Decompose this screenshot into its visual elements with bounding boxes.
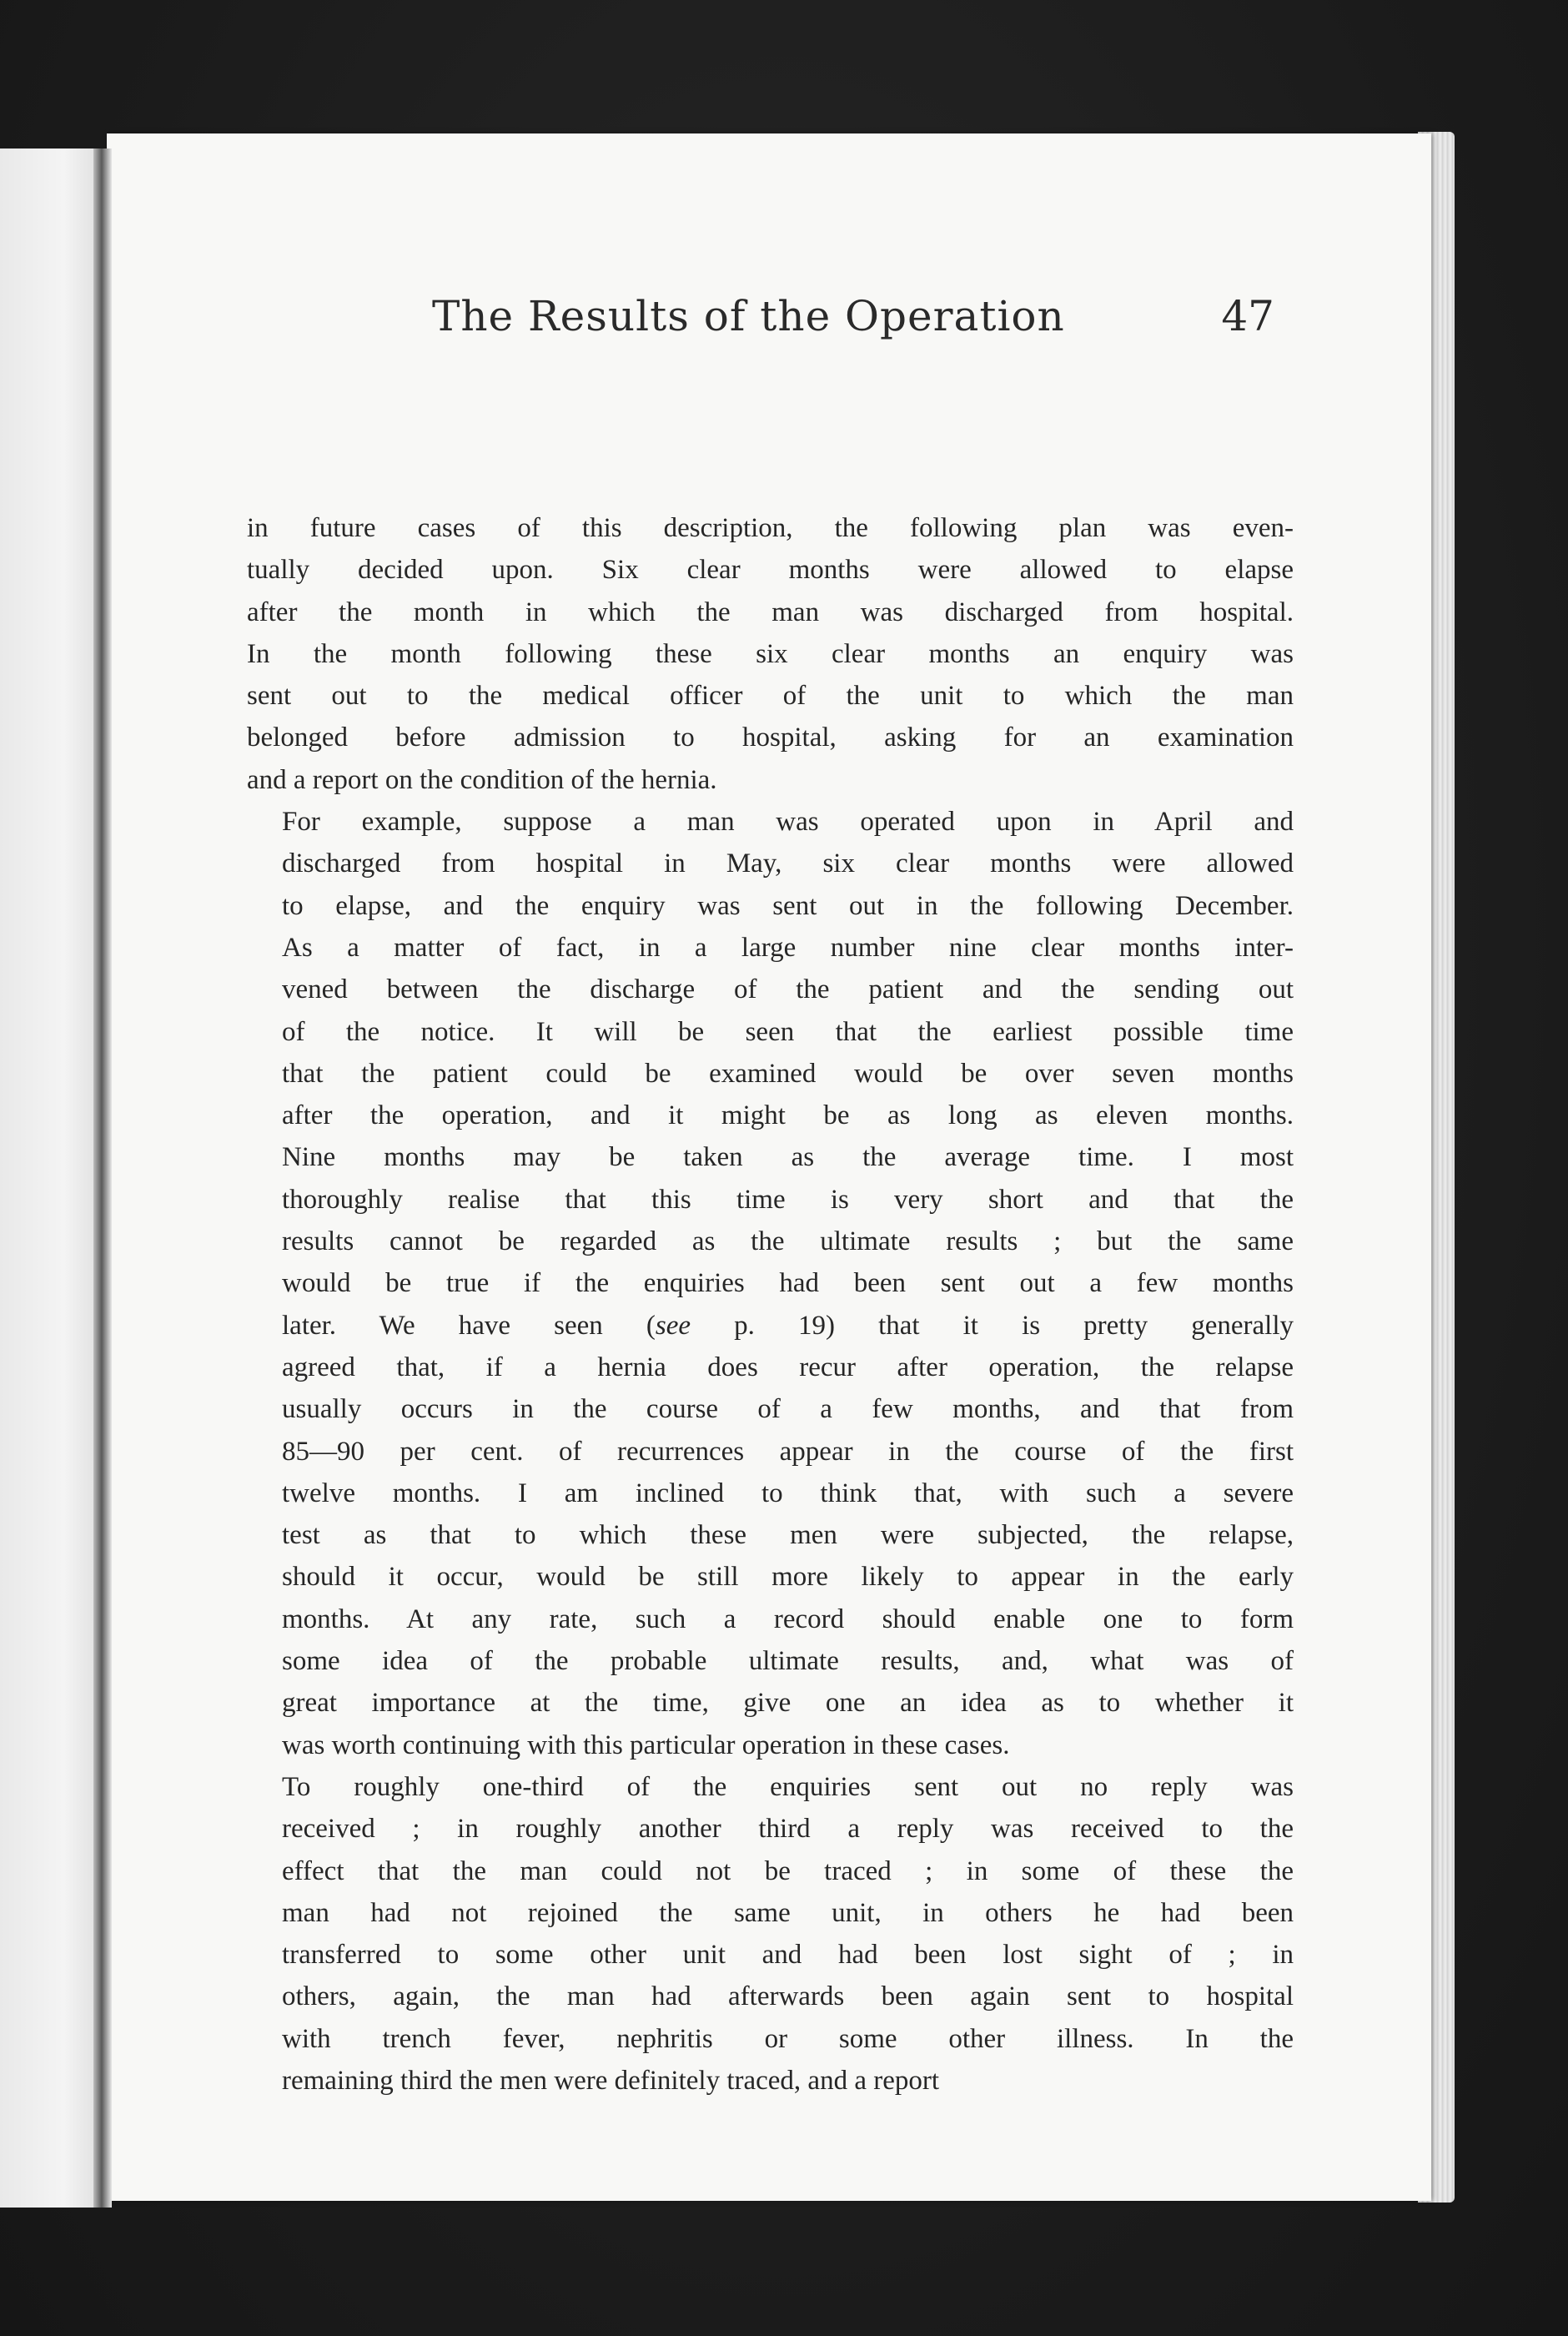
- text-line: For example, suppose a man was operated upon in April and: [282, 807, 1294, 838]
- text-line: and a report on the condition of the hernia.: [247, 764, 717, 795]
- text-line: of the notice. It will be seen that the earliest possible time: [282, 1016, 1294, 1047]
- text-line: after the month in which the man was discharged from hospital.: [247, 597, 1294, 627]
- text-line: remaining third the men were definitely traced, and a report: [282, 2065, 940, 2096]
- text-line: months. At any rate, such a record should enable one to form: [282, 1603, 1294, 1634]
- text-line: twelve months. I am inclined to think that, with such a severe: [282, 1478, 1294, 1508]
- text-line: should it occur, would be still more likely to appear in the early: [282, 1562, 1294, 1593]
- text-line: to elapse, and the enquiry was sent out in the following December.: [282, 890, 1294, 921]
- book-gutter: [93, 149, 112, 2208]
- facing-page-edge: [0, 149, 107, 2208]
- text-line: As a matter of fact, in a large number nine clear months inter-: [282, 932, 1294, 963]
- text-line: thoroughly realise that this time is very short and that the: [282, 1184, 1294, 1215]
- text-line: sent out to the medical officer of the unit to which the man: [247, 681, 1294, 712]
- body-text: [247, 507, 1294, 2102]
- text-line: results cannot be regarded as the ultimate results ; but the same: [282, 1226, 1294, 1257]
- text-line: great importance at the time, give one an idea as to whether it: [282, 1688, 1294, 1719]
- text-line: belonged before admission to hospital, asking for an examination: [247, 722, 1294, 753]
- text-line: that the patient could be examined would be over seven months: [282, 1058, 1294, 1089]
- text-line: after the operation, and it might be as long as eleven months.: [282, 1100, 1294, 1131]
- paragraph: [247, 507, 1294, 801]
- running-head-title: The Results of the Operation: [432, 292, 1065, 340]
- text-line: effect that the man could not be traced ; in some of these the: [282, 1855, 1294, 1886]
- text-line: agreed that, if a hernia does recur after operation, the relapse: [282, 1352, 1294, 1382]
- text-line: 85—90 per cent. of recurrences appear in the course of the first: [282, 1436, 1294, 1467]
- paragraph: [247, 801, 1294, 1766]
- text-line: Nine months may be taken as the average time. I most: [282, 1142, 1294, 1173]
- text-line: in future cases of this description, the following plan was even-: [247, 513, 1294, 543]
- text-line: tually decided upon. Six clear months were allowed to elapse: [247, 555, 1294, 586]
- text-line: man had not rejoined the same unit, in others he had been: [282, 1897, 1294, 1928]
- running-head: [432, 292, 1274, 359]
- text-line: with trench fever, nephritis or some other illness. In the: [282, 2023, 1294, 2054]
- paragraph: [247, 1766, 1294, 2102]
- text-line: test as that to which these men were subjected, the relapse,: [282, 1520, 1294, 1551]
- page-number: 47: [1221, 292, 1274, 340]
- text-line: To roughly one-third of the enquiries sent out no reply was: [282, 1771, 1294, 1802]
- text-line: later. We have seen (see p. 19) that it is pretty generally: [282, 1310, 1294, 1341]
- text-line: others, again, the man had afterwards been again sent to hospital: [282, 1981, 1294, 2012]
- text-line: transferred to some other unit and had been lost sight of ; in: [282, 1940, 1294, 1971]
- text-line: was worth continuing with this particular operation in these cases.: [282, 1729, 1010, 1760]
- text-line: usually occurs in the course of a few months, and that from: [282, 1394, 1294, 1425]
- text-line: vened between the discharge of the patient and the sending out: [282, 974, 1294, 1005]
- text-line: In the month following these six clear months an enquiry was: [247, 638, 1294, 669]
- text-line: would be true if the enquiries had been sent out a few months: [282, 1268, 1294, 1299]
- text-line: discharged from hospital in May, six clear months were allowed: [282, 848, 1294, 879]
- book-page: [107, 133, 1431, 2201]
- text-line: received ; in roughly another third a reply was received to the: [282, 1814, 1294, 1845]
- text-line: some idea of the probable ultimate results, and, what was of: [282, 1646, 1294, 1677]
